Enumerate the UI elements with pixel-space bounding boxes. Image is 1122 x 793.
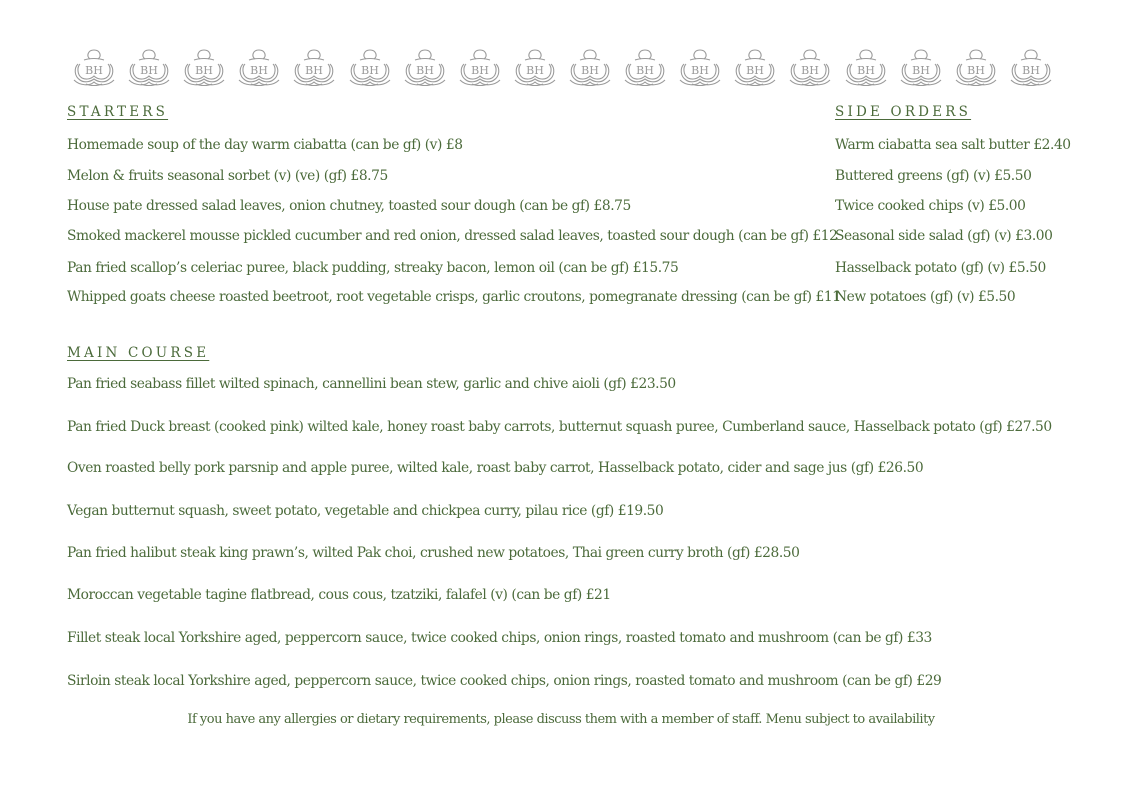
- allergy-footer-note: If you have any allergies or dietary requirements, please discuss them with a member of staff. Menu subject to availability: [187, 712, 935, 727]
- bh-monogram-logo: [456, 46, 504, 88]
- bh-monogram-logo: [566, 46, 614, 88]
- bh-monogram-text: BH: [966, 64, 985, 77]
- bh-monogram-logo: [731, 46, 779, 88]
- side-order-item: Warm ciabatta sea salt butter £2.40: [835, 137, 1071, 153]
- bh-monogram-text: BH: [691, 64, 710, 77]
- side-order-item: Hasselback potato (gf) (v) £5.50: [835, 260, 1046, 276]
- bh-monogram-text: BH: [526, 64, 544, 77]
- starter-item: Whipped goats cheese roasted beetroot, root vegetable crisps, garlic croutons, pomegranate dressing (can be gf) £11: [67, 289, 841, 305]
- side-order-item: New potatoes (gf) (v) £5.50: [835, 289, 1016, 305]
- side-order-item: Buttered greens (gf) (v) £5.50: [835, 168, 1032, 184]
- bh-monogram-text: BH: [85, 64, 103, 77]
- bh-monogram-text: BH: [856, 64, 875, 77]
- bh-monogram-logo: [621, 46, 669, 88]
- bh-monogram-logo: [511, 46, 559, 88]
- bh-monogram-text: BH: [581, 64, 599, 77]
- bh-monogram-logo: [235, 46, 283, 88]
- bh-monogram-logo: [290, 46, 338, 88]
- bh-monogram-logo: [180, 46, 228, 88]
- bh-monogram-text: BH: [1022, 64, 1040, 77]
- bh-monogram-text: BH: [305, 64, 324, 77]
- main-course-item: Pan fried seabass fillet wilted spinach, cannellini bean stew, garlic and chive aioli (gf) £23.50: [67, 376, 676, 392]
- main-course-heading: MAIN COURSE: [67, 345, 210, 361]
- bh-monogram-text: BH: [911, 64, 930, 77]
- main-course-item: Vegan butternut squash, sweet potato, vegetable and chickpea curry, pilau rice (gf) £19.50: [67, 503, 664, 519]
- bh-monogram-text: BH: [470, 64, 489, 77]
- bh-monogram-text: BH: [746, 64, 765, 77]
- bh-monogram-text: BH: [801, 64, 820, 77]
- logo-row: [70, 46, 1055, 88]
- bh-monogram-text: BH: [140, 64, 158, 77]
- starter-item: Homemade soup of the day warm ciabatta (can be gf) (v) £8: [67, 137, 463, 153]
- bh-monogram-text: BH: [195, 64, 214, 77]
- starter-item: House pate dressed salad leaves, onion chutney, toasted sour dough (can be gf) £8.75: [67, 198, 631, 214]
- bh-monogram-logo: [125, 46, 173, 88]
- bh-monogram-logo: [401, 46, 449, 88]
- main-course-item: Oven roasted belly pork parsnip and apple puree, wilted kale, roast baby carrot, Hasselback potato, cider and sage jus (gf) £26.50: [67, 460, 924, 476]
- main-course-item: Sirloin steak local Yorkshire aged, peppercorn sauce, twice cooked chips, onion rings, roasted tomato and mushroom (can be gf) £29: [67, 673, 942, 689]
- main-course-item: Pan fried halibut steak king prawn’s, wilted Pak choi, crushed new potatoes, Thai green curry broth (gf) £28.50: [67, 545, 800, 561]
- bh-monogram-logo: [346, 46, 394, 88]
- bh-monogram-logo: [786, 46, 834, 88]
- side-order-item: Seasonal side salad (gf) (v) £3.00: [835, 228, 1053, 244]
- main-course-item: Pan fried Duck breast (cooked pink) wilted kale, honey roast baby carrots, butternut squash puree, Cumberland sauce, Hasselback potato (gf) £27.50: [67, 419, 1052, 435]
- bh-monogram-logo: [842, 46, 890, 88]
- starter-item: Melon & fruits seasonal sorbet (v) (ve) (gf) £8.75: [67, 168, 388, 184]
- bh-monogram-logo: [897, 46, 945, 88]
- main-course-item: Fillet steak local Yorkshire aged, peppercorn sauce, twice cooked chips, onion rings, roasted tomato and mushroom (can be gf) £33: [67, 630, 932, 646]
- bh-monogram-text: BH: [250, 64, 269, 77]
- starter-item: Pan fried scallop’s celeriac puree, black pudding, streaky bacon, lemon oil (can be gf) £15.75: [67, 260, 679, 276]
- bh-monogram-logo: [70, 46, 118, 88]
- bh-monogram-logo: [676, 46, 724, 88]
- bh-monogram-logo: [1007, 46, 1055, 88]
- main-course-item: Moroccan vegetable tagine flatbread, cous cous, tzatziki, falafel (v) (can be gf) £21: [67, 587, 611, 603]
- bh-monogram-text: BH: [415, 64, 434, 77]
- side-order-item: Twice cooked chips (v) £5.00: [835, 198, 1026, 214]
- side-orders-heading: SIDE ORDERS: [835, 104, 972, 120]
- starter-item: Smoked mackerel mousse pickled cucumber and red onion, dressed salad leaves, toasted sour dough (can be gf) £12: [67, 228, 838, 244]
- starters-heading: STARTERS: [67, 104, 169, 120]
- bh-monogram-text: BH: [636, 64, 654, 77]
- bh-monogram-logo: [952, 46, 1000, 88]
- bh-monogram-text: BH: [360, 64, 379, 77]
